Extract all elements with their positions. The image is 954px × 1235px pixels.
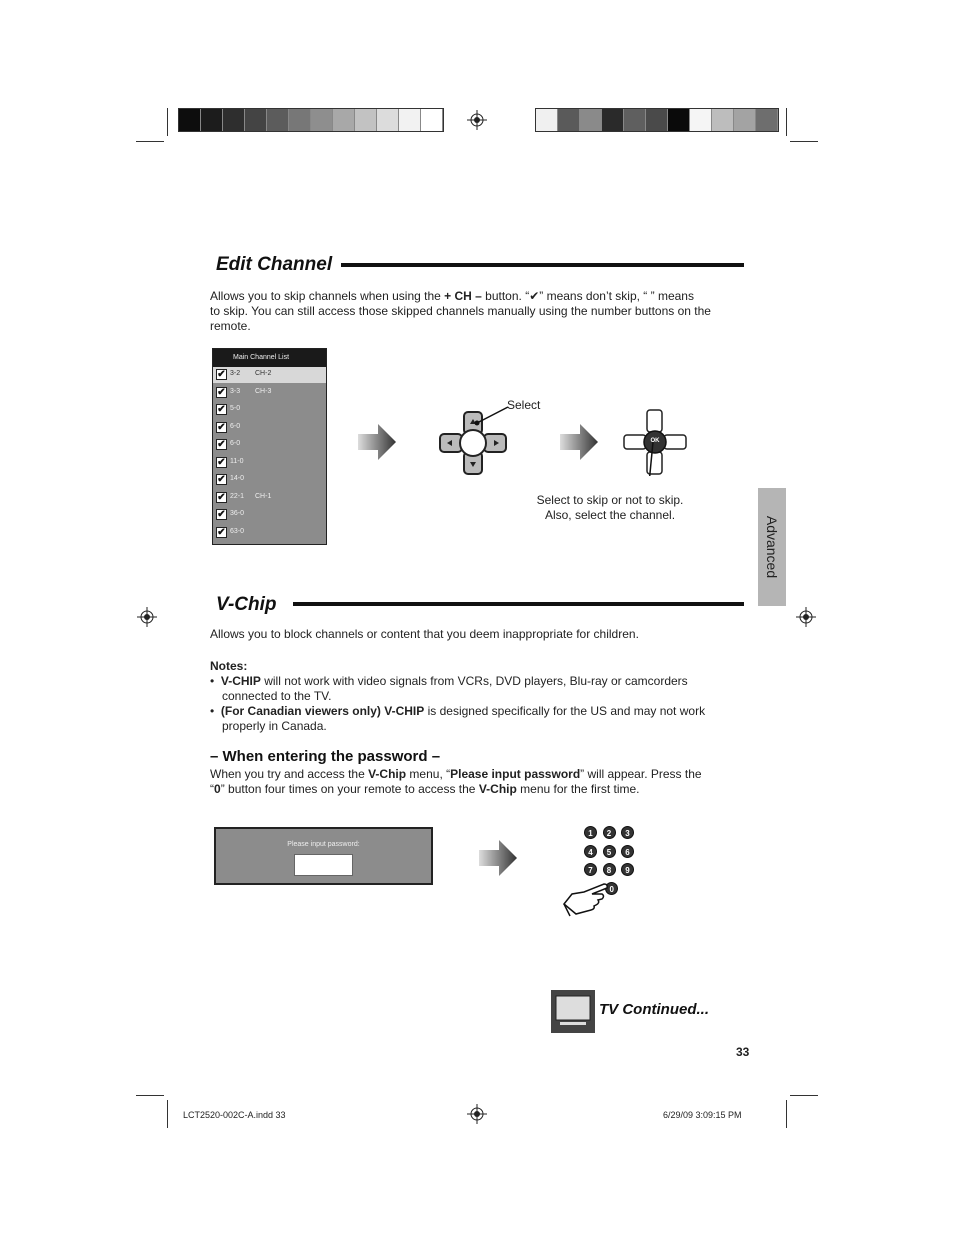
- number-key-8[interactable]: 8: [603, 863, 616, 876]
- arrow-right-icon: [358, 424, 396, 460]
- channel-row[interactable]: [213, 490, 326, 506]
- channel-number: 6-0: [230, 422, 241, 430]
- skip-checkbox[interactable]: ✔: [217, 439, 226, 450]
- skip-checkbox[interactable]: ✔: [217, 369, 226, 380]
- color-swatch: [377, 109, 399, 131]
- color-swatch: [399, 109, 421, 131]
- color-swatch: [355, 109, 377, 131]
- color-swatch: [624, 109, 646, 131]
- tv-continued-label: TV Continued...: [599, 1001, 709, 1018]
- section-rule: [293, 602, 744, 606]
- vchip-intro: Allows you to block channels or content that you deem inappropriate for children.: [210, 627, 639, 641]
- color-swatch: [179, 109, 201, 131]
- channel-number: 14-0: [230, 475, 245, 482]
- channel-number: 63-0: [230, 527, 245, 535]
- password-dialog: [214, 827, 433, 885]
- skip-checkbox[interactable]: ✔: [217, 509, 226, 520]
- color-swatch: [311, 109, 333, 131]
- channel-row[interactable]: [213, 367, 326, 383]
- color-swatch: [734, 109, 756, 131]
- color-swatch: [536, 109, 558, 131]
- arrow-right-icon: [560, 424, 598, 460]
- skip-checkbox[interactable]: ✔: [217, 491, 226, 503]
- footer-timestamp: 6/29/09 3:09:15 PM: [663, 1110, 742, 1120]
- skip-checkbox[interactable]: ✔: [217, 456, 226, 468]
- channel-number: 3-3: [230, 387, 241, 395]
- ok-button-label: OK: [650, 438, 660, 444]
- color-swatch: [646, 109, 668, 131]
- color-bar-right: [535, 108, 779, 132]
- number-key-3[interactable]: 3: [621, 826, 634, 839]
- number-key-0[interactable]: 0: [605, 882, 618, 895]
- number-key-5[interactable]: 5: [603, 845, 616, 858]
- channel-number: 5-0: [230, 405, 241, 412]
- channel-number: 3-2: [230, 370, 241, 377]
- password-subheading: – When entering the password –: [210, 748, 441, 765]
- skip-checkbox[interactable]: ✔: [217, 474, 226, 485]
- number-key-6[interactable]: 6: [621, 845, 634, 858]
- channel-row[interactable]: [213, 437, 326, 453]
- channel-name: CH-2: [255, 370, 272, 377]
- number-key-1[interactable]: 1: [584, 826, 597, 839]
- number-key-9[interactable]: 9: [621, 863, 634, 876]
- password-field: [294, 854, 353, 876]
- color-swatch: [333, 109, 355, 131]
- password-instructions: When you try and access the V-Chip menu, “Please input password” will appear. Press the “0” button four times on your remote to access the V-Chip menu for the first time.: [210, 767, 702, 796]
- select-label: Select: [507, 398, 541, 412]
- color-swatch: [602, 109, 624, 131]
- registration-mark-icon: [137, 607, 157, 627]
- main-channel-list: [212, 348, 327, 545]
- edit-channel-intro: Allows you to skip channels when using the + CH – button. “✔” means don’t skip, “ ” means to skip. You can still access those skipped channels manually using the number buttons on the remote.: [210, 289, 711, 333]
- tv-icon: [551, 990, 595, 1033]
- registration-mark-icon: [467, 1104, 487, 1124]
- pressing-hand-icon: [562, 880, 612, 920]
- skip-checkbox[interactable]: ✔: [217, 526, 226, 538]
- color-swatch: [223, 109, 245, 131]
- channel-number: 6-0: [230, 440, 241, 447]
- channel-number: 11-0: [230, 457, 244, 465]
- color-swatch: [245, 109, 267, 131]
- channel-row[interactable]: [213, 420, 326, 436]
- color-swatch: [201, 109, 223, 131]
- channel-row[interactable]: [213, 402, 326, 418]
- footer-file-name: LCT2520-002C-A.indd 33: [183, 1110, 286, 1120]
- arrow-right-icon: [479, 840, 517, 876]
- channel-row[interactable]: [213, 455, 326, 471]
- skip-caption: Select to skip or not to skip. Also, select the channel.: [536, 493, 684, 522]
- channel-number: 36-0: [230, 510, 245, 517]
- vchip-notes: Notes: • V-CHIP will not work with video signals from VCRs, DVD players, Blu-ray or camcorders connected to the TV. • (For Canadian viewers only) V-CHIP is designed specifically for the US and may not work properly in Canada.: [210, 659, 706, 733]
- color-swatch: [289, 109, 311, 131]
- number-key-4[interactable]: 4: [584, 845, 597, 858]
- channel-name: CH-3: [255, 387, 272, 395]
- section-rule: [341, 263, 744, 267]
- color-swatch: [668, 109, 690, 131]
- skip-checkbox[interactable]: ✔: [217, 386, 226, 398]
- edit-channel-heading: Edit Channel: [216, 254, 333, 275]
- channel-list-title: Main Channel List: [213, 349, 326, 367]
- skip-checkbox[interactable]: ✔: [217, 421, 226, 433]
- number-key-2[interactable]: 2: [603, 826, 616, 839]
- color-swatch: [267, 109, 289, 131]
- color-swatch: [580, 109, 602, 131]
- registration-mark-icon: [467, 110, 487, 130]
- color-swatch: [421, 109, 443, 131]
- channel-name: CH-1: [255, 492, 272, 500]
- skip-checkbox[interactable]: ✔: [217, 404, 226, 415]
- color-bar-left: [178, 108, 444, 132]
- color-swatch: [558, 109, 580, 131]
- channel-row[interactable]: [213, 472, 326, 488]
- channel-row[interactable]: [213, 525, 326, 541]
- color-swatch: [712, 109, 734, 131]
- channel-number: 22-1: [230, 492, 245, 500]
- vchip-heading: V-Chip: [216, 594, 277, 615]
- color-swatch: [690, 109, 712, 131]
- password-prompt: Please input password:: [287, 841, 360, 848]
- channel-row[interactable]: [213, 385, 326, 401]
- registration-mark-icon: [796, 607, 816, 627]
- channel-row[interactable]: [213, 507, 326, 523]
- advanced-side-tab: Advanced: [758, 488, 786, 606]
- number-key-7[interactable]: 7: [584, 863, 597, 876]
- page-number: 33: [736, 1045, 750, 1059]
- color-swatch: [756, 109, 778, 131]
